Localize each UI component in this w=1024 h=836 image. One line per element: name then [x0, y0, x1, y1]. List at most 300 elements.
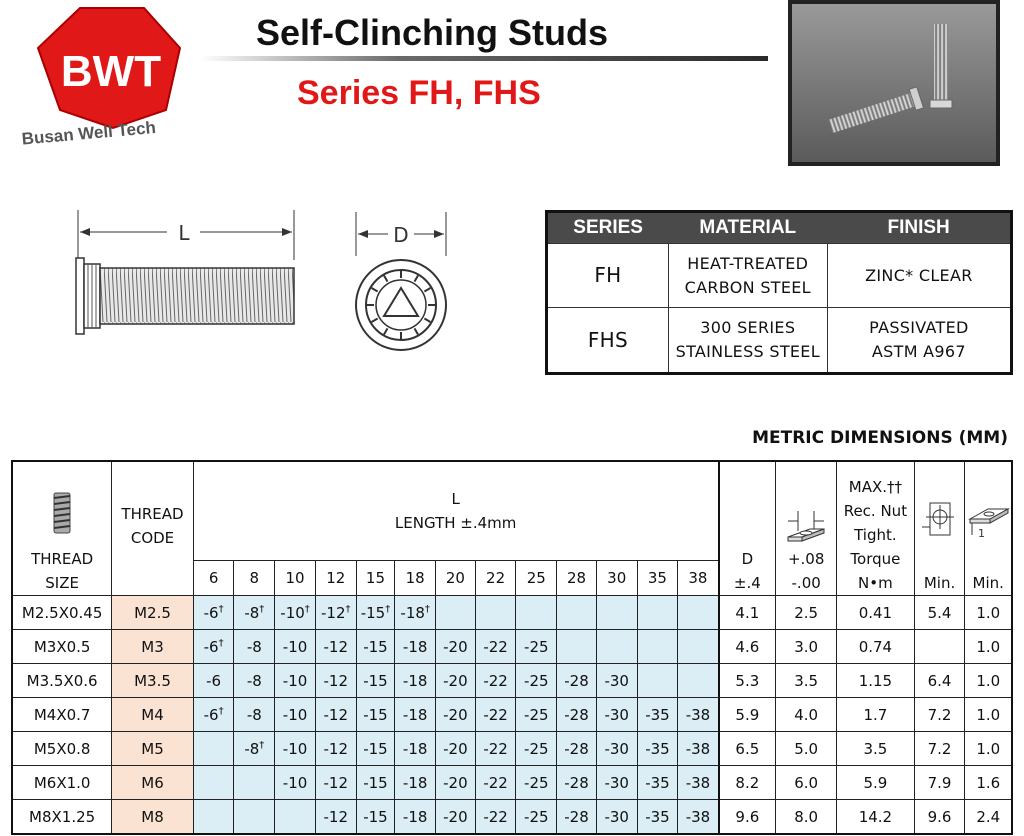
torque-cell: 1.7: [837, 698, 914, 732]
material-line-2: STAINLESS STEEL: [675, 342, 820, 362]
header-finish: FINISH: [827, 212, 1011, 244]
header-hole-size: [776, 461, 837, 596]
length-cell: [315, 630, 356, 664]
title-rule: [200, 56, 768, 61]
material-row-fh: [547, 244, 1012, 308]
length-cell: [315, 766, 356, 800]
length-header-20: 20: [436, 561, 476, 596]
length-value: -6: [206, 671, 222, 690]
length-cell: [516, 630, 557, 664]
length-value: -20: [443, 807, 468, 826]
sheet-thickness-cell: 1.0: [965, 698, 1012, 732]
table-row: [12, 596, 1012, 630]
sheet-thickness-cell: 1.0: [965, 664, 1012, 698]
thread-code-cell: M5: [112, 732, 193, 766]
table-row: [12, 630, 1012, 664]
length-cell: [596, 596, 637, 630]
length-value: -18: [402, 671, 428, 690]
length-value: -15: [360, 603, 386, 622]
length-cell: [275, 698, 316, 732]
metric-header-row-1: [12, 461, 1012, 561]
length-cell: [275, 732, 316, 766]
edge-distance-cell: 5.4: [914, 596, 965, 630]
sheet-thickness-cell: 1.0: [965, 630, 1012, 664]
edge-distance-cell: 6.4: [914, 664, 965, 698]
product-photo: [788, 0, 1000, 166]
length-cell: [596, 766, 637, 800]
material-table: [545, 210, 1013, 375]
length-cell: [315, 698, 356, 732]
hole-line-1: +.08: [787, 550, 825, 568]
length-value: -8: [246, 705, 262, 724]
length-cell: [315, 664, 356, 698]
thread-size-cell: M3.5X0.6: [12, 664, 112, 698]
table-row: [12, 664, 1012, 698]
length-value: -12: [321, 603, 346, 622]
header-series: SERIES: [547, 212, 669, 244]
series-cell: FHS: [547, 308, 669, 374]
series-cell: FH: [547, 244, 669, 308]
torque-cell: 5.9: [837, 766, 914, 800]
length-label: L: [178, 221, 190, 245]
length-value: -20: [443, 637, 468, 656]
length-value: -20: [443, 739, 468, 758]
length-cell: [678, 698, 719, 732]
length-header-38: 38: [678, 561, 719, 596]
length-cell: [637, 732, 678, 766]
length-cell: [596, 800, 637, 835]
length-value: -12: [323, 671, 348, 690]
diameter-cell: 8.2: [719, 766, 776, 800]
length-value: -18: [402, 807, 428, 826]
thread-size-cell: M6X1.0: [12, 766, 112, 800]
header-thread-code: [112, 461, 193, 596]
length-cell: [193, 698, 234, 732]
thick-min-label: Min.: [972, 574, 1004, 592]
length-header-8: 8: [234, 561, 275, 596]
header-length: [193, 461, 718, 561]
length-value: -38: [685, 705, 711, 724]
length-value: -20: [443, 705, 468, 724]
material-row-fhs: [547, 308, 1012, 374]
length-value: -18: [402, 773, 428, 792]
length-cell: [275, 766, 316, 800]
finish-cell: ZINC* CLEAR: [827, 244, 1011, 308]
length-cell: [678, 630, 719, 664]
length-value: -10: [280, 603, 305, 622]
thread-code-cell: M3: [112, 630, 193, 664]
length-cell: [234, 664, 275, 698]
length-cell: [193, 732, 234, 766]
table-row: [12, 732, 1012, 766]
length-value: -10: [282, 773, 308, 792]
hole-line-2: -.00: [791, 574, 821, 592]
length-value: -15: [363, 671, 388, 690]
torque-cell: 14.2: [837, 800, 914, 835]
length-cell: [436, 698, 476, 732]
length-cell: [637, 664, 678, 698]
length-value: -35: [645, 739, 670, 758]
length-value: -10: [282, 637, 308, 656]
length-cell: [596, 664, 637, 698]
thread-code-line-2: CODE: [130, 529, 175, 547]
thickness-dim-label: 1: [978, 527, 986, 540]
length-cell: [234, 596, 275, 630]
torque-line-4: Torque: [850, 550, 901, 568]
length-cell: [557, 630, 597, 664]
centerline-edge-icon: [920, 497, 960, 541]
sheet-thickness-cell: 1.0: [965, 596, 1012, 630]
length-cell: [516, 698, 557, 732]
length-value: -8: [246, 637, 262, 656]
length-value: -22: [483, 637, 508, 656]
length-value: -38: [685, 773, 711, 792]
bwt-logo: [18, 6, 208, 156]
header-edge-distance: [914, 461, 965, 596]
length-value: -38: [685, 807, 711, 826]
length-cell: [356, 698, 395, 732]
diameter-cell: 5.3: [719, 664, 776, 698]
length-value: -38: [685, 739, 711, 758]
dagger-mark: †: [345, 603, 351, 615]
length-cell: [475, 698, 516, 732]
length-value: -28: [564, 739, 589, 758]
length-header-22: 22: [475, 561, 516, 596]
length-cell: [315, 800, 356, 835]
length-cell: [275, 630, 316, 664]
length-value: -10: [282, 671, 308, 690]
length-cell: [395, 698, 436, 732]
hole-size-cell: 5.0: [776, 732, 837, 766]
stud-end-drawing: [348, 212, 454, 352]
material-line-1: 300 SERIES: [700, 318, 796, 338]
header-thread-size: [12, 461, 112, 596]
torque-line-5: N•m: [858, 574, 893, 592]
table-row: [12, 766, 1012, 800]
length-cell: [557, 800, 597, 835]
length-value: -18: [402, 705, 428, 724]
length-value: -18: [402, 739, 428, 758]
length-value: -18: [402, 637, 428, 656]
sheet-thickness-icon: [966, 501, 1010, 541]
length-cell: [557, 664, 597, 698]
hole-size-cell: 3.0: [776, 630, 837, 664]
length-cell: [356, 800, 395, 835]
edge-distance-cell: 9.6: [914, 800, 965, 835]
length-value: -6: [203, 705, 219, 724]
length-value: -8: [244, 739, 260, 758]
finish-cell: [827, 308, 1011, 374]
torque-cell: 1.15: [837, 664, 914, 698]
length-value: -22: [483, 739, 508, 758]
thread-code-cell: M6: [112, 766, 193, 800]
length-value: -28: [564, 671, 589, 690]
thread-size-cell: M3X0.5: [12, 630, 112, 664]
length-cell: [395, 800, 436, 835]
length-value: -22: [483, 807, 508, 826]
length-header-35: 35: [637, 561, 678, 596]
diameter-label: D: [393, 223, 409, 247]
length-cell: [234, 800, 275, 835]
length-header-10: 10: [275, 561, 316, 596]
length-header-15: 15: [356, 561, 395, 596]
length-cell: [637, 698, 678, 732]
length-cell: [234, 630, 275, 664]
length-value: -10: [282, 739, 308, 758]
thread-code-cell: M3.5: [112, 664, 193, 698]
torque-line-3: Tight.: [854, 526, 897, 544]
length-cell: [395, 664, 436, 698]
length-value: -35: [645, 773, 670, 792]
length-cell: [637, 800, 678, 835]
length-cell: [395, 732, 436, 766]
length-cell: [395, 630, 436, 664]
torque-cell: 0.41: [837, 596, 914, 630]
length-cell: [516, 664, 557, 698]
dagger-mark: †: [385, 603, 391, 615]
sheet-thickness-cell: 2.4: [965, 800, 1012, 835]
length-cell: [395, 766, 436, 800]
length-value: -12: [323, 705, 348, 724]
length-value: -25: [524, 773, 549, 792]
length-cell: [475, 596, 516, 630]
length-cell: [436, 766, 476, 800]
length-cell: [436, 596, 476, 630]
length-value: -15: [363, 773, 388, 792]
hole-size-cell: 4.0: [776, 698, 837, 732]
edge-distance-cell: 7.2: [914, 698, 965, 732]
length-cell: [436, 732, 476, 766]
length-cell: [275, 664, 316, 698]
length-cell: [596, 698, 637, 732]
length-value: -15: [363, 807, 388, 826]
length-cell: [234, 698, 275, 732]
hole-size-cell: 6.0: [776, 766, 837, 800]
diameter-cell: 5.9: [719, 698, 776, 732]
diameter-cell: 6.5: [719, 732, 776, 766]
length-value: -22: [483, 773, 508, 792]
length-header-18: 18: [395, 561, 436, 596]
length-cell: [193, 596, 234, 630]
thread-size-line-1: THREAD: [31, 550, 94, 568]
length-cell: [596, 630, 637, 664]
dagger-mark: †: [424, 603, 430, 615]
metric-heading: METRIC DIMENSIONS (MM): [752, 428, 1008, 448]
length-value: -35: [645, 705, 670, 724]
length-cell: [436, 630, 476, 664]
material-line-2: CARBON STEEL: [684, 277, 811, 297]
length-cell: [637, 596, 678, 630]
dagger-mark: †: [259, 603, 265, 615]
length-header-6: 6: [193, 561, 234, 596]
length-cell: [193, 664, 234, 698]
length-value: -30: [604, 705, 629, 724]
length-cell: [193, 630, 234, 664]
length-cell: [436, 800, 476, 835]
length-cell: [678, 766, 719, 800]
thread-size-line-2: SIZE: [45, 574, 79, 592]
length-cell: [356, 630, 395, 664]
thread-code-cell: M8: [112, 800, 193, 835]
hole-size-cell: 2.5: [776, 596, 837, 630]
torque-cell: 0.74: [837, 630, 914, 664]
length-value: -12: [323, 739, 348, 758]
length-cell: [275, 596, 316, 630]
thread-size-cell: M4X0.7: [12, 698, 112, 732]
edge-distance-cell: 7.9: [914, 766, 965, 800]
length-cell: [275, 800, 316, 835]
length-cell: [678, 732, 719, 766]
length-cell: [234, 766, 275, 800]
stud-side-drawing: [72, 210, 304, 350]
length-cell: [596, 732, 637, 766]
length-cell: [475, 664, 516, 698]
thread-size-cell: M8X1.25: [12, 800, 112, 835]
torque-line-2: Rec. Nut: [843, 502, 908, 520]
length-value: -30: [604, 773, 629, 792]
header-sheet-thickness: [965, 461, 1012, 596]
length-cell: [678, 664, 719, 698]
material-header-row: [547, 212, 1012, 244]
length-header-25: 25: [516, 561, 557, 596]
diameter-line-1: D: [741, 550, 754, 568]
length-cell: [475, 766, 516, 800]
diameter-cell: 4.6: [719, 630, 776, 664]
length-header-28: 28: [557, 561, 597, 596]
length-cell: [356, 732, 395, 766]
length-value: -18: [400, 603, 425, 622]
dagger-mark: †: [218, 705, 224, 717]
length-value: -25: [524, 637, 549, 656]
length-value: -25: [524, 739, 549, 758]
length-value: -25: [524, 807, 549, 826]
thread-code-cell: M4: [112, 698, 193, 732]
length-cell: [234, 732, 275, 766]
table-row: [12, 698, 1012, 732]
header-material: MATERIAL: [668, 212, 827, 244]
finish-line-2: ASTM A967: [871, 342, 966, 362]
length-value: -8: [246, 671, 262, 690]
company-name: Busan Well Tech: [20, 117, 157, 149]
length-cell: [557, 596, 597, 630]
length-cell: [516, 766, 557, 800]
length-cell: [356, 766, 395, 800]
length-value: -28: [564, 773, 589, 792]
length-cell: [637, 630, 678, 664]
length-cell: [557, 766, 597, 800]
length-cell: [557, 732, 597, 766]
diameter-line-2: ±.4: [733, 574, 761, 592]
length-cell: [678, 596, 719, 630]
sheet-thickness-cell: 1.0: [965, 732, 1012, 766]
length-line-2: LENGTH ±.4mm: [394, 514, 517, 532]
length-cell: [637, 766, 678, 800]
dagger-mark: †: [218, 637, 224, 649]
length-cell: [315, 596, 356, 630]
diameter-cell: 4.1: [719, 596, 776, 630]
length-value: -10: [282, 705, 308, 724]
thread-size-cell: M2.5X0.45: [12, 596, 112, 630]
sheet-thickness-cell: 1.6: [965, 766, 1012, 800]
finish-line-1: PASSIVATED: [869, 318, 969, 338]
length-value: -12: [323, 773, 348, 792]
length-value: -20: [443, 773, 468, 792]
thread-size-cell: M5X0.8: [12, 732, 112, 766]
page-subtitle: Series FH, FHS: [297, 74, 541, 112]
header-torque: [837, 461, 914, 596]
length-value: -22: [483, 705, 508, 724]
hole-size-cell: 3.5: [776, 664, 837, 698]
metric-dimensions-table: [11, 460, 1013, 835]
length-value: -12: [323, 807, 348, 826]
mounting-hole-icon: [784, 509, 828, 547]
length-value: -30: [604, 807, 629, 826]
length-value: -15: [363, 705, 388, 724]
length-value: -22: [483, 671, 508, 690]
hole-size-cell: 8.0: [776, 800, 837, 835]
dagger-mark: †: [218, 603, 224, 615]
length-cell: [395, 596, 436, 630]
edge-distance-cell: [914, 630, 965, 664]
length-cell: [193, 800, 234, 835]
length-value: -12: [323, 637, 348, 656]
length-cell: [436, 664, 476, 698]
length-value: -6: [203, 637, 219, 656]
length-value: -28: [564, 807, 589, 826]
length-value: -28: [564, 705, 589, 724]
length-value: -30: [604, 739, 629, 758]
length-cell: [557, 698, 597, 732]
diameter-cell: 9.6: [719, 800, 776, 835]
thread-code-line-1: THREAD: [121, 505, 184, 523]
edge-distance-cell: 7.2: [914, 732, 965, 766]
torque-cell: 3.5: [837, 732, 914, 766]
length-value: -15: [363, 637, 388, 656]
length-cell: [356, 664, 395, 698]
length-value: -20: [443, 671, 468, 690]
page-title: Self-Clinching Studs: [256, 12, 609, 53]
length-value: -25: [524, 671, 549, 690]
material-cell: [668, 244, 827, 308]
length-line-1: L: [451, 490, 460, 508]
threaded-stud-icon: [51, 491, 73, 535]
length-value: -6: [203, 603, 219, 622]
length-cell: [193, 766, 234, 800]
dagger-mark: †: [259, 739, 265, 751]
length-header-12: 12: [315, 561, 356, 596]
length-cell: [516, 800, 557, 835]
length-value: -30: [604, 671, 629, 690]
metric-body: [12, 596, 1012, 835]
length-cell: [356, 596, 395, 630]
length-cell: [475, 630, 516, 664]
dagger-mark: †: [304, 603, 310, 615]
length-cell: [516, 596, 557, 630]
edge-min-label: Min.: [923, 574, 956, 592]
length-value: -25: [524, 705, 549, 724]
length-cell: [678, 800, 719, 835]
length-cell: [516, 732, 557, 766]
header-diameter: [719, 461, 776, 596]
length-value: -35: [645, 807, 670, 826]
length-cell: [475, 800, 516, 835]
table-row: [12, 800, 1012, 835]
thread-code-cell: M2.5: [112, 596, 193, 630]
length-header-30: 30: [596, 561, 637, 596]
length-value: -15: [363, 739, 388, 758]
material-line-1: HEAT-TREATED: [687, 253, 809, 273]
logo-text: BWT: [60, 47, 162, 96]
